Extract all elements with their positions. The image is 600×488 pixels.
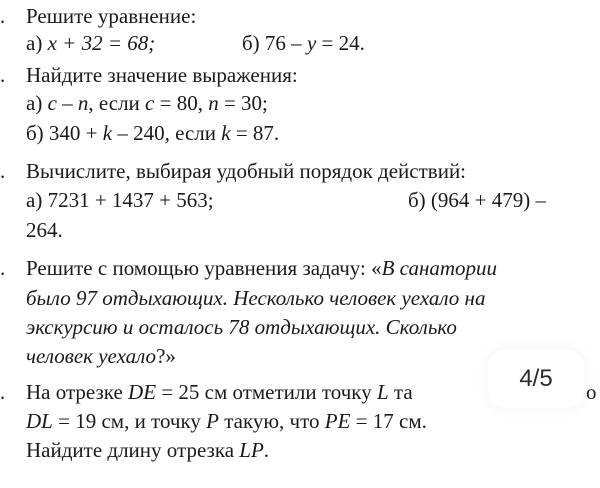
task-4-story-3: экскурсию и осталось 78 отдыхающих. Сколько (26, 315, 457, 339)
task-5-number: . (0, 380, 6, 404)
task-3-number: . (0, 159, 6, 183)
document-page: . Решите уравнение: а) x + 32 = 68; б) 76 – y = 24. . Найдите значение выражения: а) c – n, если c = 80, n = 30; б) 340 + k – 240, если k = 87. . Вычислите, выбирая удобный порядок действий: а) 7231 + 1437 + 563; б) (964 + 479) – 264. . Решите с помощью уравнения задачу: «В санатории было 97 отдыхающих. Несколько человек уехало на экскурсию и осталось 78 отдыхающих. Сколько человек уехало?» . На отрезке DE = 25 см отметили точку L та о DL = 19 см, и точку P такую, что PE = 17 см. Найдите длину отрезка LP. 4/5 (0, 4, 597, 462)
task-2-line-b: б) 340 + k – 240, если k = 87. (26, 121, 280, 145)
task-4-story-2: было 97 отдыхающих. Несколько человек уехало на (26, 286, 486, 310)
task-1-heading: Решите уравнение: (26, 4, 197, 28)
task-4-heading: Решите с помощью уравнения задачу: « (26, 256, 382, 280)
task-5-line-3: Найдите длину отрезка LP. (26, 438, 270, 462)
task-3-line-b-cont: 264. (26, 218, 63, 242)
task-4-story-4: человек уехало?» (26, 344, 176, 368)
task-1-number: . (0, 4, 6, 28)
task-3-line-b: б) (964 + 479) – (408, 188, 547, 212)
task-2-line-a: а) c – n, если c = 80, n = 30; (26, 91, 268, 115)
task-2-number: . (0, 63, 6, 87)
page-counter: 4/5 (488, 350, 584, 408)
task-3-line-a: а) 7231 + 1437 + 563; (26, 188, 214, 212)
task-5-line-2: DL = 19 см, и точку P такую, что PE = 17 см. (26, 409, 427, 433)
task-3-heading: Вычислите, выбирая удобный порядок действий: (26, 159, 467, 183)
task-1-line-b: б) 76 – y = 24. (242, 31, 365, 55)
task-4-number: . (0, 256, 6, 280)
task-1-line-a: а) x + 32 = 68; (26, 31, 156, 55)
task-2-heading: Найдите значение выражения: (26, 63, 298, 87)
task-1-equation-a: x + 32 = 68; (47, 31, 156, 55)
